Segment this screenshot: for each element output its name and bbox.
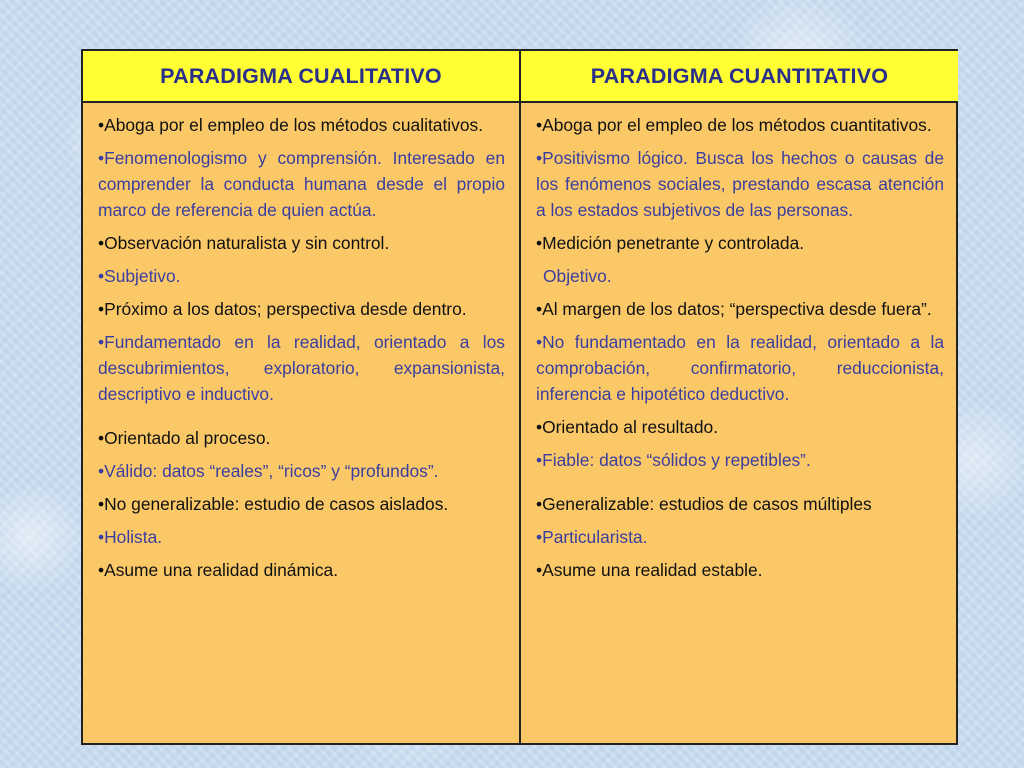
header-qualitative: PARADIGMA CUALITATIVO <box>83 51 521 103</box>
qualitative-item: •Válido: datos “reales”, “ricos” y “profundos”. <box>98 461 439 481</box>
quantitative-column <box>521 103 958 743</box>
qualitative-item: •Fenomenologismo y comprensión. Interesado en comprender la conducta humana desde el propio marco de referencia de quien actúa. <box>98 148 505 220</box>
qualitative-item: •Holista. <box>98 527 163 547</box>
qualitative-item: •Asume una realidad dinámica. <box>98 560 339 580</box>
quantitative-item: •Fiable: datos “sólidos y repetibles”. <box>536 450 811 470</box>
quantitative-item: •Al margen de los datos; “perspectiva desde fuera”. <box>536 299 932 319</box>
qualitative-item: •Próximo a los datos; perspectiva desde dentro. <box>98 299 467 319</box>
qualitative-item: •Fundamentado en la realidad, orientado a los descubrimientos, exploratorio, expansionista, descriptivo e inductivo. <box>98 332 505 404</box>
quantitative-item: •Asume una realidad estable. <box>536 560 763 580</box>
quantitative-item: •Orientado al resultado. <box>536 417 719 437</box>
qualitative-column <box>83 103 521 743</box>
qualitative-item: •Aboga por el empleo de los métodos cualitativos. <box>98 115 484 135</box>
quantitative-item: •Medición penetrante y controlada. <box>536 233 805 253</box>
comparison-table <box>81 49 958 745</box>
quantitative-item: Objetivo. <box>543 266 612 286</box>
quantitative-item: •Particularista. <box>536 527 648 547</box>
qualitative-item: •Orientado al proceso. <box>98 428 271 448</box>
qualitative-item: •Subjetivo. <box>98 266 181 286</box>
qualitative-item: •No generalizable: estudio de casos aislados. <box>98 494 449 514</box>
header-quantitative: PARADIGMA CUANTITATIVO <box>521 51 958 103</box>
quantitative-item: •No fundamentado en la realidad, orientado a la comprobación, confirmatorio, reduccionista, inferencia e hipotético deductivo. <box>536 332 944 404</box>
qualitative-item: •Observación naturalista y sin control. <box>98 233 390 253</box>
quantitative-item: •Generalizable: estudios de casos múltiples <box>536 494 872 514</box>
quantitative-item: •Positivismo lógico. Busca los hechos o causas de los fenómenos sociales, prestando escasa atención a los estados subjetivos de las personas. <box>536 148 944 220</box>
quantitative-item: •Aboga por el empleo de los métodos cuantitativos. <box>536 115 932 135</box>
